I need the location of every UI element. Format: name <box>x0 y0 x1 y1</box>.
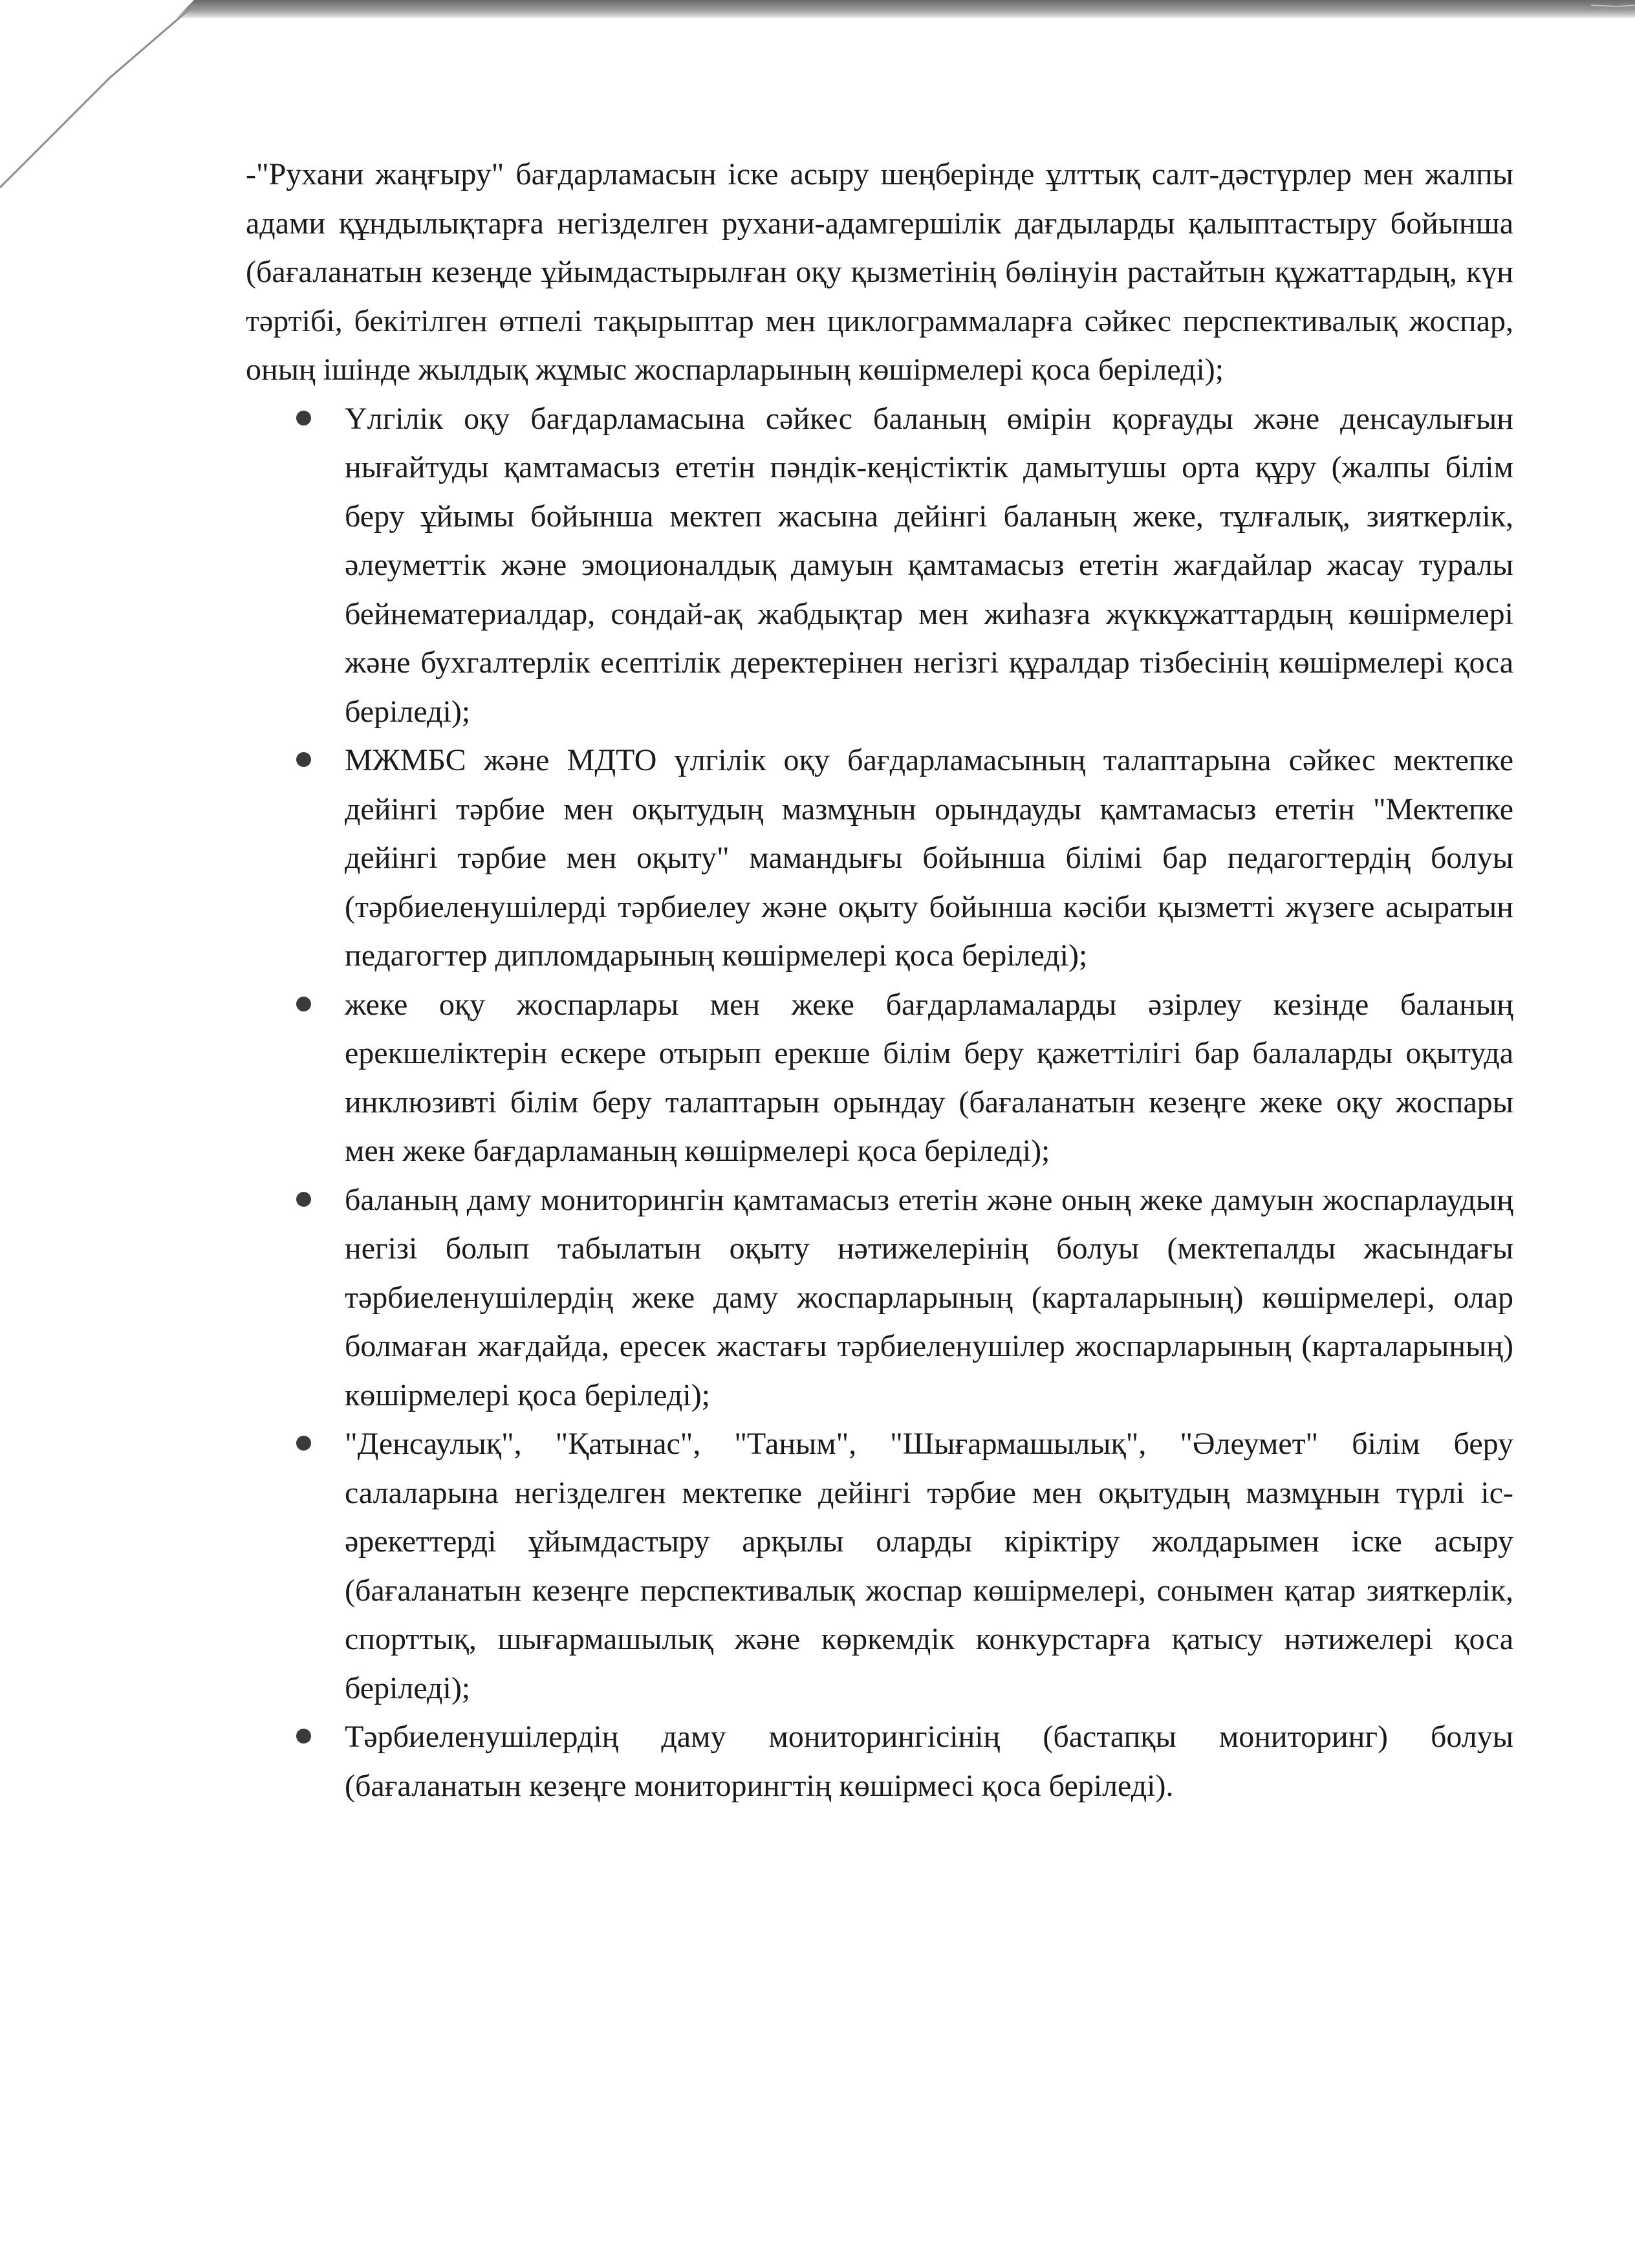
requirements-list <box>246 394 1513 1811</box>
bullet-icon <box>296 411 311 426</box>
list-item-text: "Денсаулық", "Қатынас", "Таным", "Шығармашылық", "Әлеумет" білім беру салаларына негізделген мектепке дейінгі тәрбие мен оқытудың мазмұнын түрлі іс-әрекеттерді ұйымдастыру арқылы оларды кіріктіру жолдарымен іске асыру (бағаланатын кезеңге перспективалық жоспар көшірмелері, сонымен қатар зияткерлік, спорттық, шығармашылық және көркемдік конкурстарға қатысу нәтижелері қоса беріледі); <box>345 1427 1513 1705</box>
list-item-text: Тәрбиеленушілердің даму мониторингісінің (бастапқы мониторинг) болуы (бағаланатын кезеңге мониторингтің көшірмесі қоса беріледі). <box>345 1720 1513 1803</box>
list-item-text: Үлгілік оқу бағдарламасына сәйкес баланың өмірін қорғауды және денсаулығын нығайтуды қамтамасыз ететін пәндік-кеңістіктік дамытушы орта құру (жалпы білім беру ұйымы бойынша мектеп жасына дейінгі баланың жеке, тұлғалық, зияткерлік, әлеуметтік және эмоционалдық дамуын қамтамасыз ететін жағдайлар жасау туралы бейнематериалдар, сондай-ақ жабдықтар мен жиһазға жүккұжаттардың көшірмелері және бухгалтерлік есептілік деректерінен негізгі құралдар тізбесінің көшірмелері қоса беріледі); <box>345 401 1513 729</box>
list-item <box>243 1176 1513 1420</box>
list-item <box>243 980 1513 1176</box>
bullet-icon <box>296 1729 311 1744</box>
bullet-icon <box>296 752 311 767</box>
list-item-text: жеке оқу жоспарлары мен жеке бағдарламаларды әзірлеу кезінде баланың ерекшеліктерін ескере отырып ерекше білім беру қажеттілігі бар балаларды оқытуда инклюзивті білім беру талаптарын орындау (бағаланатын кезеңге жеке оқу жоспары мен жеке бағдарламаның көшірмелері қоса беріледі); <box>345 987 1513 1168</box>
list-item-text: баланың даму мониторингін қамтамасыз ететін және оның жеке дамуын жоспарлаудың негізі болып табылатын оқыту нәтижелерінің болуы (мектепалды жасындағы тәрбиеленушілердің жеке даму жоспарларының (карталарының) көшірмелері, олар болмаған жағдайда, ересек жастағы тәрбиеленушілер жоспарларының (карталарының) көшірмелері қоса беріледі); <box>345 1182 1513 1412</box>
list-item <box>243 394 1513 737</box>
bullet-icon <box>296 1436 311 1451</box>
list-item <box>243 1420 1513 1712</box>
bullet-icon <box>296 997 311 1011</box>
document-page <box>246 150 1513 1810</box>
list-item-text: МЖМБС және МДТО үлгілік оқу бағдарламасының талаптарына сәйкес мектепке дейінгі тәрбие мен оқытудың мазмұнын орындауды қамтамасыз ететін "Мектепке дейінгі тәрбие мен оқыту" мамандығы бойынша білімі бар педагогтердің болуы (тәрбиеленушілерді тәрбиелеу және оқыту бойынша кәсіби қызметті жүзеге асыратын педагогтер дипломдарының көшірмелері қоса беріледі); <box>345 743 1513 973</box>
list-item <box>243 736 1513 980</box>
intro-paragraph: -"Рухани жаңғыру" бағдарламасын іске асыру шеңберінде ұлттық салт-дәстүрлер мен жалпы адами құндылықтарға негізделген рухани-адамгершілік дағдыларды қалыптастыру бойынша (бағаланатын кезеңде ұйымдастырылған оқу қызметінің бөлінуін растайтын құжаттардың, күн тәртібі, бекітілген өтпелі тақырыптар мен циклограммаларға сәйкес перспективалық жоспар, оның ішінде жылдық жұмыс жоспарларының көшірмелері қоса беріледі); <box>246 157 1513 387</box>
bullet-icon <box>296 1192 311 1207</box>
list-item <box>243 1712 1513 1810</box>
